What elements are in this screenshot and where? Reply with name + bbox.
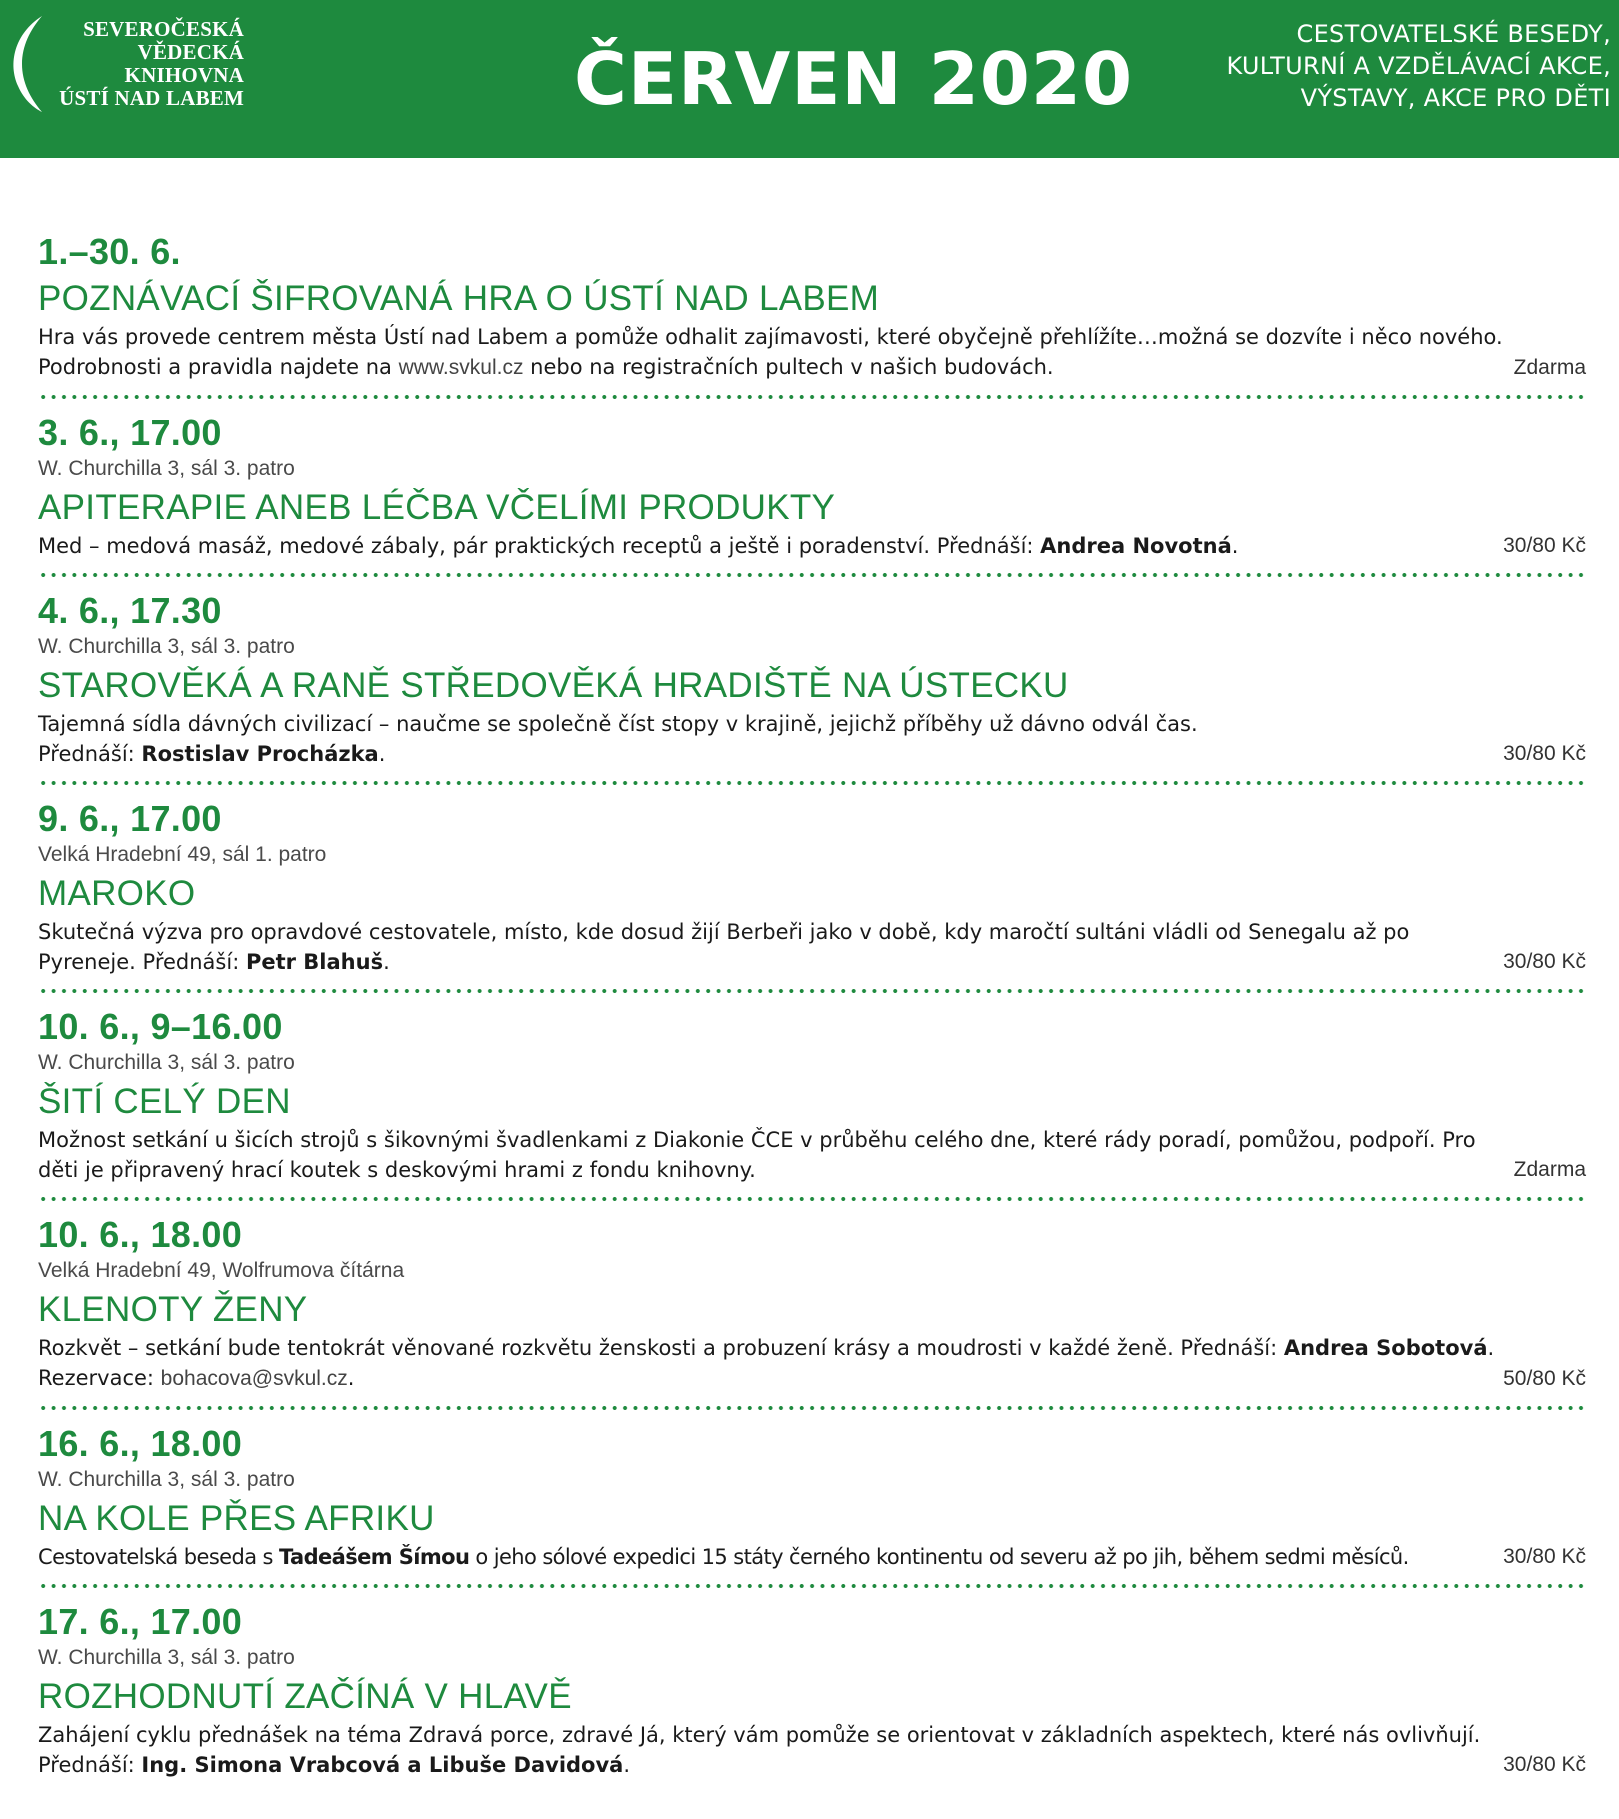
description-line <box>38 1363 1586 1394</box>
event-description <box>38 322 1586 383</box>
dotted-divider <box>38 395 1586 399</box>
event-title: MAROKO <box>38 874 196 913</box>
event-date: 16. 6., 18.00 <box>38 1423 243 1464</box>
event-title: POZNÁVACÍ ŠIFROVANÁ HRA O ÚSTÍ NAD LABEM <box>38 279 880 318</box>
description-text: Rozkvět – setkání bude tentokrát věnované rozkvětu ženskosti a probuzení krásy a moudrosti v každé ženě. Přednáší: <box>38 1336 1284 1360</box>
event-item <box>38 411 1586 561</box>
event-description <box>38 1333 1586 1394</box>
event-title: ŠITÍ CELÝ DEN <box>38 1082 291 1121</box>
dotted-divider <box>38 781 1586 785</box>
event-description <box>38 1542 1586 1572</box>
logo-line: VĚDECKÁ <box>137 40 244 64</box>
description-text: . <box>378 742 386 766</box>
dotted-divider <box>38 1406 1586 1410</box>
event-title: NA KOLE PŘES AFRIKU <box>38 1499 435 1538</box>
speaker-name: Tadeášem Šímou <box>278 1545 470 1569</box>
description-text: nebo na registračních pultech v našich budovách. <box>523 355 1054 379</box>
event-venue: Velká Hradební 49, Wolfrumova čítárna <box>38 1259 405 1282</box>
event-venue: Velká Hradební 49, sál 1. patro <box>38 843 327 866</box>
dotted-divider <box>38 1584 1586 1588</box>
header-tagline <box>1131 18 1611 114</box>
event-description <box>38 709 1586 769</box>
dotted-divider <box>38 989 1586 993</box>
description-text: . <box>347 1366 355 1390</box>
event-description <box>38 1720 1586 1780</box>
description-line <box>38 531 1586 561</box>
description-text: Pyreneje. Přednáší: <box>38 950 246 974</box>
dotted-divider <box>38 1197 1586 1201</box>
description-line: Zahájení cyklu přednášek na téma Zdravá porce, zdravé Já, který vám pomůže se orientovat v základních aspektech, které nás ovlivňují. <box>38 1723 1481 1747</box>
description-text: Přednáší: <box>38 742 142 766</box>
dotted-divider <box>38 573 1586 577</box>
description-line <box>38 1333 1586 1363</box>
event-item <box>38 1005 1586 1185</box>
event-list <box>38 230 1586 1780</box>
event-price: 30/80 Kč <box>1503 534 1586 557</box>
event-item <box>38 230 1586 383</box>
event-date: 9. 6., 17.00 <box>38 798 222 839</box>
tagline-line: KULTURNÍ A VZDĚLÁVACÍ AKCE, <box>1226 52 1611 80</box>
description-text: o jeho sólové expedici 15 státy černého kontinentu od severu až po jih, během sedmi měsíců. <box>469 1545 1409 1569</box>
event-title: STAROVĚKÁ A RANĚ STŘEDOVĚKÁ HRADIŠTĚ NA ÚSTECKU <box>38 666 1069 705</box>
description-line: Možnost setkání u šicích strojů s šikovnými švadlenkami z Diakonie ČCE v průběhu celého dne, které rády poradí, pomůžou, podpoří. Pro <box>38 1128 1476 1152</box>
event-price: Zdarma <box>1513 356 1586 379</box>
description-line: Hra vás provede centrem města Ústí nad Labem a pomůže odhalit zajímavosti, které obyčejně přehlížíte…možná se dozvíte i něco nového. <box>38 325 1503 349</box>
event-price: 50/80 Kč <box>1503 1367 1586 1390</box>
event-date: 3. 6., 17.00 <box>38 412 222 453</box>
website-link[interactable]: www.svkul.cz <box>398 356 524 379</box>
event-price: Zdarma <box>1513 1158 1586 1181</box>
logo-text <box>44 18 244 110</box>
event-description <box>38 917 1586 977</box>
event-price: 30/80 Kč <box>1503 742 1586 765</box>
event-price: 30/80 Kč <box>1503 950 1586 973</box>
description-line <box>38 1542 1586 1572</box>
event-date: 17. 6., 17.00 <box>38 1601 243 1642</box>
page-title: ČERVEN 2020 <box>574 37 1134 121</box>
description-line <box>38 352 1586 383</box>
event-date: 4. 6., 17.30 <box>38 590 222 631</box>
event-price: 30/80 Kč <box>1503 1545 1586 1568</box>
speaker-name: Ing. Simona Vrabcová a Libuše Davidová <box>141 1753 624 1777</box>
page-header <box>0 0 1619 158</box>
email-link[interactable]: bohacova@svkul.cz <box>160 1367 348 1390</box>
event-description <box>38 1125 1586 1185</box>
library-logo <box>8 14 248 114</box>
event-venue: W. Churchilla 3, sál 3. patro <box>38 1646 295 1669</box>
speaker-name: Petr Blahuš <box>245 950 384 974</box>
description-text: . <box>623 1753 631 1777</box>
event-item <box>38 797 1586 977</box>
description-text: Podrobnosti a pravidla najdete na <box>38 355 399 379</box>
description-text: . <box>383 950 390 974</box>
tagline-line: CESTOVATELSKÉ BESEDY, <box>1296 20 1611 48</box>
tagline-line: VÝSTAVY, AKCE PRO DĚTI <box>1300 84 1611 112</box>
logo-arc-icon <box>8 14 48 114</box>
logo-line: SEVEROČESKÁ <box>83 17 244 41</box>
event-venue: W. Churchilla 3, sál 3. patro <box>38 1468 295 1491</box>
event-item <box>38 1213 1586 1394</box>
event-title: ROZHODNUTÍ ZAČÍNÁ V HLAVĚ <box>38 1677 572 1716</box>
description-line: Skutečná výzva pro opravdové cestovatele, místo, kde dosud žijí Berbeři jako v době, kdy maročtí sultáni vládli od Senegalu až po <box>38 920 1410 944</box>
event-title: APITERAPIE ANEB LÉČBA VČELÍMI PRODUKTY <box>38 488 836 527</box>
event-title: KLENOTY ŽENY <box>38 1290 308 1329</box>
event-item <box>38 589 1586 769</box>
logo-line: KNIHOVNA <box>124 63 244 87</box>
event-price: 30/80 Kč <box>1503 1753 1586 1776</box>
speaker-name: Rostislav Procházka <box>141 742 379 766</box>
event-date: 10. 6., 9–16.00 <box>38 1006 283 1047</box>
description-text: Cestovatelská beseda s <box>38 1545 279 1569</box>
event-venue: W. Churchilla 3, sál 3. patro <box>38 635 295 658</box>
event-item <box>38 1600 1586 1780</box>
event-venue: W. Churchilla 3, sál 3. patro <box>38 457 295 480</box>
description-line <box>38 1750 1586 1780</box>
description-line: Tajemná sídla dávných civilizací – naučme se společně číst stopy v krajině, jejichž příběhy už dávno odvál čas. <box>38 712 1198 736</box>
event-description <box>38 531 1586 561</box>
description-text: Med – medová masáž, medové zábaly, pár praktických receptů a ještě i poradenství. Přednáší: <box>38 534 1041 558</box>
description-text: Přednáší: <box>38 1753 142 1777</box>
event-date: 10. 6., 18.00 <box>38 1214 243 1255</box>
description-line <box>38 739 1586 769</box>
description-text: . <box>1231 534 1239 558</box>
description-line <box>38 947 1586 977</box>
description-line: děti je připravený hrací koutek s deskovými hrami z fondu knihovny. <box>38 1158 756 1182</box>
description-text: . <box>1487 1336 1495 1360</box>
event-date: 1.–30. 6. <box>38 231 181 272</box>
event-item <box>38 1422 1586 1572</box>
description-text: Rezervace: <box>38 1366 161 1390</box>
speaker-name: Andrea Sobotová <box>1283 1336 1488 1360</box>
event-venue: W. Churchilla 3, sál 3. patro <box>38 1051 295 1074</box>
logo-line: ÚSTÍ NAD LABEM <box>59 86 244 110</box>
speaker-name: Andrea Novotná <box>1040 534 1232 558</box>
